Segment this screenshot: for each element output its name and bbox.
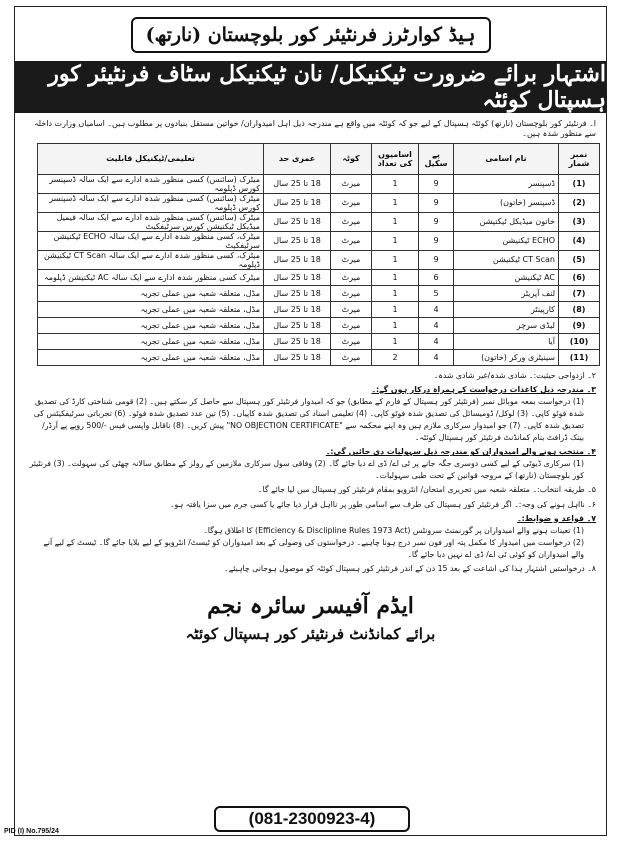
- section-rules: [29, 513, 596, 561]
- cell-post-name: خاتون میڈیکل ٹیکنیشن: [454, 212, 559, 231]
- cell-quota: میرٹ: [331, 301, 372, 317]
- cell-quota: میرٹ: [331, 193, 372, 212]
- table-row: [38, 269, 600, 285]
- intro-paragraph: ا۔ فرنٹیئر کور بلوچستان (نارتھ) کوئٹہ ہسپتال کے لیے جو کہ کوئٹہ میں واقع ہے مندرجہ ذیل اہل امیدواران/ خواتین مستقل بنیادوں پر مطلوب ہیں۔ اسامیاں وزارت داخلہ سے منظور شدہ ہیں۔: [33, 119, 596, 139]
- cell-post-count: 1: [372, 269, 419, 285]
- cell-post-name: سینیٹری ورکر (خاتون): [454, 349, 559, 365]
- cell-serial: (5): [559, 250, 600, 269]
- header-age-limit: عمری حد: [264, 143, 331, 174]
- cell-post-name: آیا: [454, 333, 559, 349]
- section-disqualification: ۶۔ نااہل ہونے کی وجہ:۔ اگر فرنٹیئر کور ہسپتال کی طرف سے اسامی طور پر نااہل قرار دیا جائے یا کسی جرم میں سزا یافتہ ہو۔: [169, 499, 596, 509]
- cell-quota: میرٹ: [331, 333, 372, 349]
- advertisement-page: [14, 6, 607, 836]
- cell-post-count: 1: [372, 174, 419, 193]
- table-row: [38, 212, 600, 231]
- cell-quota: میرٹ: [331, 349, 372, 365]
- section-benefits-item: (1) سرکاری ڈیوٹی کے لیے کسی دوسری جگہ جانے پر ٹی اے/ ڈی اے دیا جائے گا۔ (2) وفاقی سول سرکاری ملازمین کے رولز کے مطابق سالانہ چھٹی کی سہولت۔ (3) فرنٹیئر کور بلوچستان (نارتھ) کے مروجہ قوانین کے تحت طبی سہولیات۔: [29, 459, 584, 481]
- cell-qualification: میٹرک، کسی منظور شدہ ادارے سے ایک سالہ ECHO ٹیکنیشن سرٹیفکیٹ: [38, 231, 264, 250]
- table-row: [38, 349, 600, 365]
- signature-block: [15, 593, 606, 643]
- section-deadline: ۸۔ درخواستیں اشتہار ہذا کی اشاعت کے بعد 15 دن کے اندر فرنٹیئر کور ہسپتال کوئٹہ کو موصول ہوجانی چاہیئے۔: [224, 563, 596, 573]
- table-row: [38, 317, 600, 333]
- cell-qualification: میٹرک (سائنس) کسی منظور شدہ ادارے سے ایک سالہ فیمیل میڈیکل ٹیکنیشن کورس سرٹیفکیٹ: [38, 212, 264, 231]
- posts-table: [37, 143, 600, 366]
- cell-quota: میرٹ: [331, 231, 372, 250]
- cell-serial: (4): [559, 231, 600, 250]
- phone-number: (081-2300923-4): [248, 809, 376, 828]
- cell-age-limit: 18 تا 25 سال: [264, 193, 331, 212]
- cell-qualification: میٹرک (سائنس) کسی منظور شدہ ادارے سے ایک سالہ ڈسپنسر کورس ڈپلومہ: [38, 193, 264, 212]
- cell-post-name: لنف آپریٹر: [454, 285, 559, 301]
- cell-quota: میرٹ: [331, 269, 372, 285]
- table-row: [38, 231, 600, 250]
- cell-qualification: مڈل، متعلقہ شعبہ میں عملی تجربہ: [38, 317, 264, 333]
- section-benefits: [29, 446, 596, 482]
- section-selection: ۵۔ طریقہ انتخاب:۔ متعلقہ شعبہ میں تحریری امتحان/ انٹرویو بمقام فرنٹیئر کور ہسپتال میں لیا جائے گا۔: [257, 485, 596, 495]
- cell-quota: میرٹ: [331, 212, 372, 231]
- table-header-row: [38, 143, 600, 174]
- table-row: [38, 193, 600, 212]
- cell-post-count: 1: [372, 317, 419, 333]
- cell-age-limit: 18 تا 25 سال: [264, 250, 331, 269]
- section-documents-head: ۳۔ مندرجہ ذیل کاغذات درخواست کے ہمراہ درکار ہوں گے:۔: [371, 384, 596, 394]
- header-text: ہیڈ کوارٹرز فرنٹیئر کور بلوچستان (نارتھ): [145, 24, 476, 46]
- section-rules-head: ۷۔ قواعد و ضوابط:۔: [517, 513, 596, 523]
- cell-post-name: ڈسپنسر: [454, 174, 559, 193]
- cell-age-limit: 18 تا 25 سال: [264, 333, 331, 349]
- cell-post-name: ECHO ٹیکنیشن: [454, 231, 559, 250]
- cell-post-name: CT Scan ٹیکنیشن: [454, 250, 559, 269]
- section-rules-item: (2) درخواست میں امیدوار کا مکمل پتہ اور فون نمبر درج ہونا چاہیے۔ درخواستوں کی وصولی کے بعد امیدواران کو ٹیسٹ/ انٹرویو کے لیے بلایا جائے گا۔ ٹیسٹ کے لیے آنے والے امیدواران کو کوئی ٹی اے/ ڈی اے نہیں دیا جائے گا۔: [43, 537, 584, 559]
- cell-post-count: 1: [372, 193, 419, 212]
- cell-serial: (9): [559, 317, 600, 333]
- cell-age-limit: 18 تا 25 سال: [264, 317, 331, 333]
- header-serial: نمبر شمار: [559, 143, 600, 174]
- cell-post-count: 1: [372, 231, 419, 250]
- header-quota: کوٹہ: [331, 143, 372, 174]
- cell-qualification: میٹرک (سائنس) کسی منظور شدہ ادارے سے ایک سالہ ڈسپنسر کورس ڈپلومہ: [38, 174, 264, 193]
- title-text: اشتہار برائے ضرورت ٹیکنیکل/ نان ٹیکنیکل سٹاف فرنٹیئر کور ہسپتال کوئٹہ: [48, 61, 606, 113]
- cell-post-name: AC ٹیکنیشن: [454, 269, 559, 285]
- cell-serial: (11): [559, 349, 600, 365]
- cell-post-name: ڈسپنسر (خاتون): [454, 193, 559, 212]
- header-qualification: تعلیمی/ٹیکنیکل قابلیت: [38, 143, 264, 174]
- table-row: [38, 174, 600, 193]
- cell-qualification: میٹرک، کسی منظور شدہ ادارے سے ایک سالہ CT Scan ٹیکنیشن ڈپلومہ: [38, 250, 264, 269]
- cell-qualification: مڈل، متعلقہ شعبہ میں عملی تجربہ: [38, 301, 264, 317]
- cell-quota: میرٹ: [331, 174, 372, 193]
- signatory-name: ایڈم آفیسر سائرہ نجم: [207, 593, 414, 620]
- phone-number-box: [214, 806, 410, 832]
- cell-serial: (2): [559, 193, 600, 212]
- cell-quota: میرٹ: [331, 317, 372, 333]
- table-body: [38, 174, 600, 365]
- cell-post-count: 1: [372, 212, 419, 231]
- cell-age-limit: 18 تا 25 سال: [264, 301, 331, 317]
- cell-pay-scale: 4: [419, 301, 454, 317]
- section-rules-item: (1) تعینات ہونے والے امیدواران پر گورنمنٹ سرونٹس (Efficiency & Disclipline Rules 1973 Act) کا اطلاق ہوگا۔: [203, 525, 584, 535]
- table-row: [38, 301, 600, 317]
- cell-pay-scale: 9: [419, 250, 454, 269]
- cell-age-limit: 18 تا 25 سال: [264, 349, 331, 365]
- cell-pay-scale: 5: [419, 285, 454, 301]
- cell-post-count: 1: [372, 250, 419, 269]
- cell-pay-scale: 4: [419, 317, 454, 333]
- pid-number: PID (I) No.795/24: [4, 828, 59, 835]
- cell-pay-scale: 9: [419, 231, 454, 250]
- cell-quota: میرٹ: [331, 250, 372, 269]
- cell-qualification: مڈل، متعلقہ شعبہ میں عملی تجربہ: [38, 349, 264, 365]
- cell-post-count: 1: [372, 333, 419, 349]
- cell-post-count: 2: [372, 349, 419, 365]
- cell-age-limit: 18 تا 25 سال: [264, 174, 331, 193]
- cell-age-limit: 18 تا 25 سال: [264, 212, 331, 231]
- cell-qualification: مڈل، متعلقہ شعبہ میں عملی تجربہ: [38, 333, 264, 349]
- table-row: [38, 285, 600, 301]
- cell-pay-scale: 6: [419, 269, 454, 285]
- cell-qualification: مڈل، متعلقہ شعبہ میں عملی تجربہ: [38, 285, 264, 301]
- section-documents: [29, 384, 596, 444]
- table-row: [38, 333, 600, 349]
- terms-sections: [15, 366, 606, 575]
- cell-quota: میرٹ: [331, 285, 372, 301]
- signatory-title: برائے کمانڈنٹ فرنٹیئر کور ہسپتال کوئٹہ: [185, 625, 436, 644]
- cell-serial: (8): [559, 301, 600, 317]
- cell-age-limit: 18 تا 25 سال: [264, 231, 331, 250]
- cell-age-limit: 18 تا 25 سال: [264, 285, 331, 301]
- header-box: [131, 17, 491, 53]
- cell-post-name: کارپینٹر: [454, 301, 559, 317]
- cell-post-count: 1: [372, 301, 419, 317]
- cell-pay-scale: 9: [419, 174, 454, 193]
- cell-pay-scale: 9: [419, 212, 454, 231]
- cell-age-limit: 18 تا 25 سال: [264, 269, 331, 285]
- cell-serial: (3): [559, 212, 600, 231]
- table-row: [38, 250, 600, 269]
- cell-post-count: 1: [372, 285, 419, 301]
- cell-pay-scale: 4: [419, 333, 454, 349]
- section-benefits-head: ۴۔ منتخب ہونے والے امیدواران کو مندرجہ ذیل سہولیات دی جائیں گی:۔: [325, 447, 596, 457]
- cell-serial: (10): [559, 333, 600, 349]
- header-pay-scale: پے سکیل: [419, 143, 454, 174]
- cell-pay-scale: 9: [419, 193, 454, 212]
- cell-serial: (1): [559, 174, 600, 193]
- header-post-name: نام اسامی: [454, 143, 559, 174]
- cell-serial: (7): [559, 285, 600, 301]
- header-post-count: اسامیوں کی تعداد: [372, 143, 419, 174]
- cell-pay-scale: 4: [419, 349, 454, 365]
- section-documents-item: (1) درخواست بمعہ موبائل نمبر (فرنٹیئر کور ہسپتال کے فارم کے مطابق) جو کہ امیدوار فرنٹیئر کور ہسپتال سے حاصل کر سکتے ہیں۔ (2) قومی شناختی کارڈ کی تصدیق شدہ فوٹو کاپی۔ (3) لوکل/ ڈومیسائل کی تصدیق شدہ فوٹو کاپی۔ (4) تعلیمی اسناد کی تصدیق شدہ کاپیاں۔ (5) تین عدد تصدیق شدہ فوٹو۔ (6) تجرباتی سرٹیفکیٹس کی تصدیق شدہ کاپی۔ (7) جو امیدوار سرکاری ملازم ہیں وہ اپنے محکمہ سے "NO OBJECTION CERTIFICATE" پیش کریں۔ (8) ناقابل واپسی فیس -/500 روپے پے آرڈر/ بینک ڈرافٹ بنام کمانڈنٹ فرنٹیئر کور ہسپتال کوئٹہ۔: [33, 396, 584, 443]
- cell-serial: (6): [559, 269, 600, 285]
- cell-qualification: میٹرک کسی منظور شدہ ادارے سے ایک سالہ AC ٹیکنیشن ڈپلومہ: [38, 269, 264, 285]
- section-marital-status: ۲۔ ازدواجی حیثیت:۔ شادی شدہ/غیر شادی شدہ۔: [433, 370, 596, 380]
- cell-post-name: لیڈی سرچر: [454, 317, 559, 333]
- title-banner: [15, 61, 606, 113]
